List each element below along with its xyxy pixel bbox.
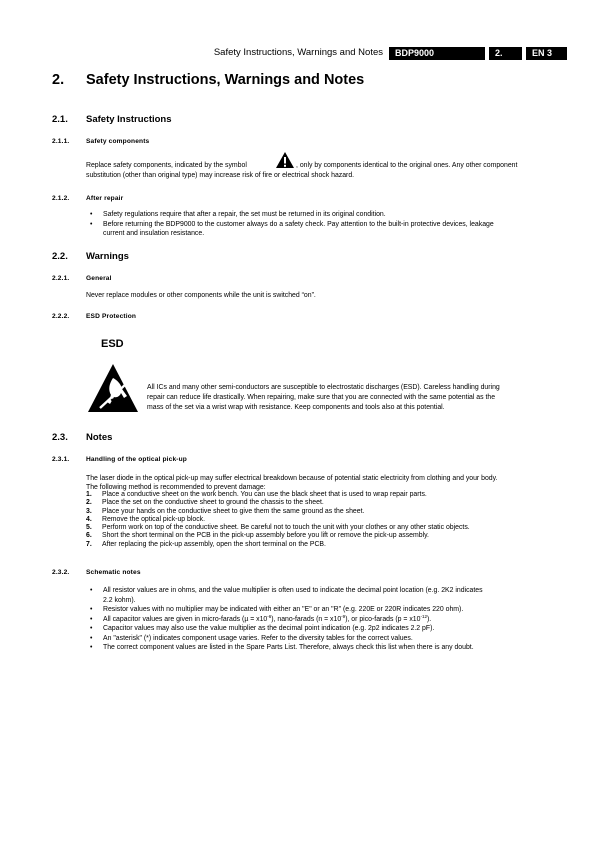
list-item-line: • Resistor values with no multiplier may be indicated with either an "E" or an "R" (e.g. 220E or 220R indicates 220 ohm). [103, 606, 464, 613]
step-number: 4. [86, 515, 92, 523]
list-item-line: • Safety regulations require that after a repair, the set must be returned in its original condition. [103, 211, 386, 218]
list-item [90, 210, 494, 220]
schematic-notes-list [90, 586, 483, 653]
subsection-number: 2.1.2. [52, 195, 70, 202]
esd-sensitive-icon [86, 362, 140, 416]
esd-text-line: All ICs and many other semi-conductors are susceptible to electrostatic discharges (ESD). Careless handling during [147, 384, 500, 391]
page-number-badge: EN 3 [526, 47, 567, 60]
step-number: 1. [86, 491, 92, 498]
capacitor-text-part: ). [426, 615, 432, 623]
exponent: -9 [341, 613, 346, 619]
exponent: -6 [267, 613, 272, 619]
list-item [86, 499, 470, 507]
step-number: 3. [86, 507, 92, 515]
list-item [86, 491, 470, 499]
list-item-line: • All resistor values are in ohms, and the value multiplier is often used to indicate the decimal point location (e.g. 2K2 indicates [103, 587, 483, 594]
subsection-number: 2.1.1. [52, 138, 70, 145]
warning-triangle-icon [275, 151, 295, 169]
subsection-number: 2.3.1. [52, 456, 70, 463]
after-repair-list [90, 210, 494, 239]
section-title: Safety Instructions [86, 114, 172, 125]
section-number: 2.3. [52, 432, 68, 443]
section-title: Warnings [86, 251, 129, 262]
step-number: 5. [86, 524, 92, 532]
list-item-line: • Capacitor values may also use the value multiplier as the decimal point indication (e.g. 2p2 indicates 2.2 pF). [103, 625, 435, 632]
list-item [86, 524, 470, 532]
list-item-line: • Before returning the BDP9000 to the customer always do a safety check. Pay attention to the built-in protective devices, leakage [103, 220, 494, 228]
step-text: Place your hands on the conductive sheet to give them the same ground as the sheet. [102, 507, 365, 515]
list-item-line: current and insulation resistance. [103, 230, 205, 237]
safety-components-text-line1-a: Replace safety components, indicated by the symbol [86, 162, 247, 169]
step-number: 2. [86, 499, 92, 507]
subsection-title: Handling of the optical pick-up [86, 456, 187, 463]
list-item [86, 541, 470, 549]
section-number: 2.2. [52, 251, 68, 262]
step-text: Short the short terminal on the PCB in the pick-up assembly before you lift or remove the pick-up assembly. [102, 532, 429, 540]
esd-text-line: repair can reduce life drastically. When repairing, make sure that you are connected with the same potential as the [147, 394, 496, 401]
running-header-title: Safety Instructions, Warnings and Notes [213, 47, 383, 58]
subsection-number: 2.2.2. [52, 313, 70, 320]
list-item [86, 508, 470, 516]
subsection-title: General [86, 275, 112, 282]
list-item-line: • An "asterisk" (*) indicates component usage varies. Refer to the diversity tables for the correct values. [103, 634, 413, 642]
capacitor-text-part: All capacitor values are given in micro-farads (µ = x10 [103, 615, 268, 623]
model-badge: BDP9000 [389, 47, 485, 60]
step-number: 7. [86, 540, 92, 548]
chapter-number: 2. [52, 72, 65, 88]
list-item [86, 516, 470, 524]
list-item-line: • The correct component values are listed in the Spare Parts List. Therefore, always check this list when there is any doubt. [103, 644, 474, 651]
step-text: After replacing the pick-up assembly, open the short terminal on the PCB. [102, 540, 326, 548]
list-item [90, 634, 483, 644]
step-text: Place the set on the conductive sheet to ground the chassis to the sheet. [102, 499, 324, 507]
pickup-intro-line: The laser diode in the optical pick-up may suffer electrical breakdown because of potential static electricity from clothing and your body. [86, 475, 498, 482]
safety-components-text-line1-b: , only by components identical to the original ones. Any other component [296, 162, 518, 169]
pickup-steps-list [86, 491, 470, 549]
list-item-line: 2.2 kohm). [103, 596, 136, 604]
chapter-badge: 2. [489, 47, 522, 60]
chapter-title: Safety Instructions, Warnings and Notes [86, 72, 365, 88]
subsection-number: 2.2.1. [52, 275, 70, 282]
exponent: -12 [420, 613, 427, 619]
list-item [90, 615, 483, 625]
list-item [90, 586, 483, 605]
list-item-line [103, 615, 483, 625]
subsection-number: 2.3.2. [52, 569, 70, 576]
safety-components-text-line2: substitution (other than original type) may increase risk of fire or electrical shock hazard. [86, 172, 355, 179]
list-item [90, 624, 483, 634]
subsection-title: Safety components [86, 138, 150, 145]
list-item [90, 643, 483, 653]
subsection-title: Schematic notes [86, 569, 141, 576]
section-number: 2.1. [52, 114, 68, 125]
step-text: Perform work on top of the conductive sheet. Be careful not to touch the unit with your clothes or any other static objects. [102, 524, 470, 532]
list-item [86, 532, 470, 540]
subsection-title: After repair [86, 195, 124, 202]
step-text: Remove the optical pick-up block. [102, 515, 206, 523]
step-number: 6. [86, 532, 92, 540]
subsection-title: ESD Protection [86, 313, 137, 320]
capacitor-text-part: ), or pico-farads (p = x10 [345, 615, 421, 623]
pickup-intro-line: The following method is recommended to prevent damage: [86, 484, 266, 491]
esd-label: ESD [101, 338, 124, 350]
general-warning-text: Never replace modules or other components while the unit is switched “on”. [86, 292, 316, 299]
capacitor-text-part: ), nano-farads (n = x10 [271, 615, 342, 623]
section-title: Notes [86, 432, 113, 443]
esd-text-line: mass of the set via a wrist wrap with resistance. Keep components and tools also at this potential. [147, 404, 445, 411]
list-item [90, 220, 494, 239]
step-text: Place a conductive sheet on the work bench. You can use the black sheet that is used to wrap repair parts. [102, 491, 427, 498]
